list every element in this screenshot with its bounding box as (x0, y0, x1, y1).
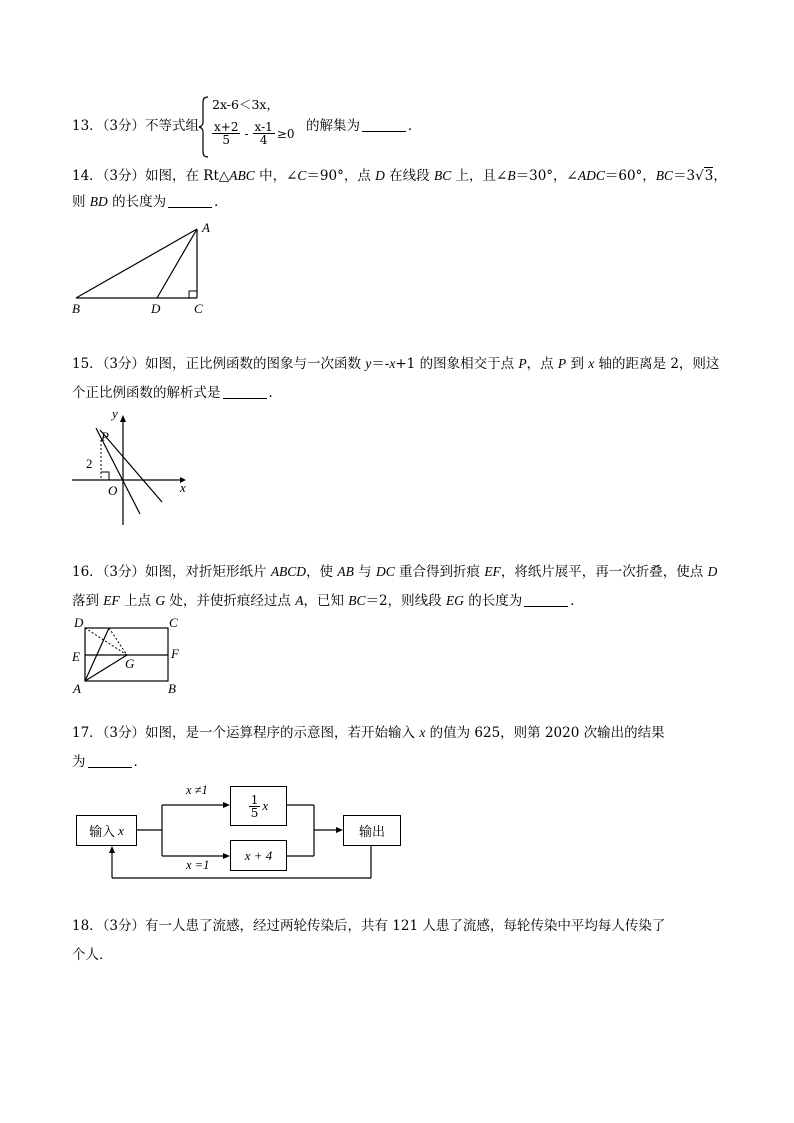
q15-line-2: 个正比例函数的解析式是 ． (72, 385, 282, 401)
q13-inequality-1: 2x-6＜3x， (212, 97, 279, 112)
q14-label-D: D (151, 301, 161, 316)
divide-by-5-box: $\frac{1}{5}$ x (230, 786, 287, 826)
q15-label-P: P (101, 429, 109, 444)
q16-label-A: A (73, 681, 81, 696)
q15-label-x: x (180, 480, 186, 495)
q17-line-2: 为 ． (72, 754, 147, 770)
q14-line-2: 则 BD 的长度为 ． (72, 194, 228, 210)
q16-label-F: F (171, 646, 179, 661)
q16-line-1: 16．（3分）如图，对折矩形纸片 ABCD，使 AB 与 DC 重合得到折痕 EF，将纸片展平，再一次折叠，使点 D (72, 564, 718, 580)
q14-label-A: A (202, 220, 210, 235)
q14-label-B: B (72, 301, 80, 316)
add-4-box: x + 4 (230, 840, 287, 871)
q15-label-y: y (112, 406, 118, 421)
q14-line-1: 14．（3分）如图，在 Rt△ABC 中，∠C＝90°，点 D 在线段 BC 上，且∠B＝30°，∠ADC＝60°，BC＝3√3， (72, 168, 727, 184)
q13-fraction-2: $\frac{x-1}{4}$ (254, 120, 273, 147)
q13-suffix: 的解集为 ． (306, 118, 422, 134)
q18-line-2: 个人． (72, 947, 113, 963)
input-box: 输入 x (76, 815, 137, 846)
q15-label-2: 2 (86, 456, 93, 471)
q14-label-C: C (194, 301, 203, 316)
q13-prefix: 13．（3分）不等式组 (72, 118, 200, 134)
q18-line-1: 18．（3分）有一人患了流感，经过两轮传染后，共有 121 人患了流感，每轮传染中平均每人传染了 (72, 918, 666, 934)
condition-equal-1: x =1 (186, 858, 210, 872)
q16-label-G: G (125, 656, 135, 671)
q16-label-E: E (72, 649, 80, 664)
q17-line-1: 17．（3分）如图，是一个运算程序的示意图，若开始输入 x 的值为 625，则第 2020 次输出的结果 (72, 725, 665, 741)
output-box: 输出 (343, 815, 401, 846)
condition-not-equal-1: x ≠1 (186, 783, 208, 797)
q16-line-2: 落到 EF 上点 G 处，并使折痕经过点 A，已知 BC＝2，则线段 EG 的长度为 ． (72, 593, 584, 609)
q16-label-C: C (169, 615, 178, 630)
q15-label-O: O (108, 483, 118, 498)
q13-fraction-1: $\frac{x+2}{5}$ (214, 120, 239, 147)
q13-inequality-2: $\frac{x+2}{5}$ - $\frac{x-1}{4}$ ≥0 (214, 120, 295, 147)
q16-label-D: D (74, 615, 84, 630)
one-fifth-fraction: $\frac{1}{5}$ (250, 792, 259, 820)
q15-line-1: 15．（3分）如图，正比例函数的图象与一次函数 y＝-x+1 的图象相交于点 P，点 P 到 x 轴的距离是 2，则这 (72, 356, 720, 372)
q16-label-B: B (168, 681, 176, 696)
